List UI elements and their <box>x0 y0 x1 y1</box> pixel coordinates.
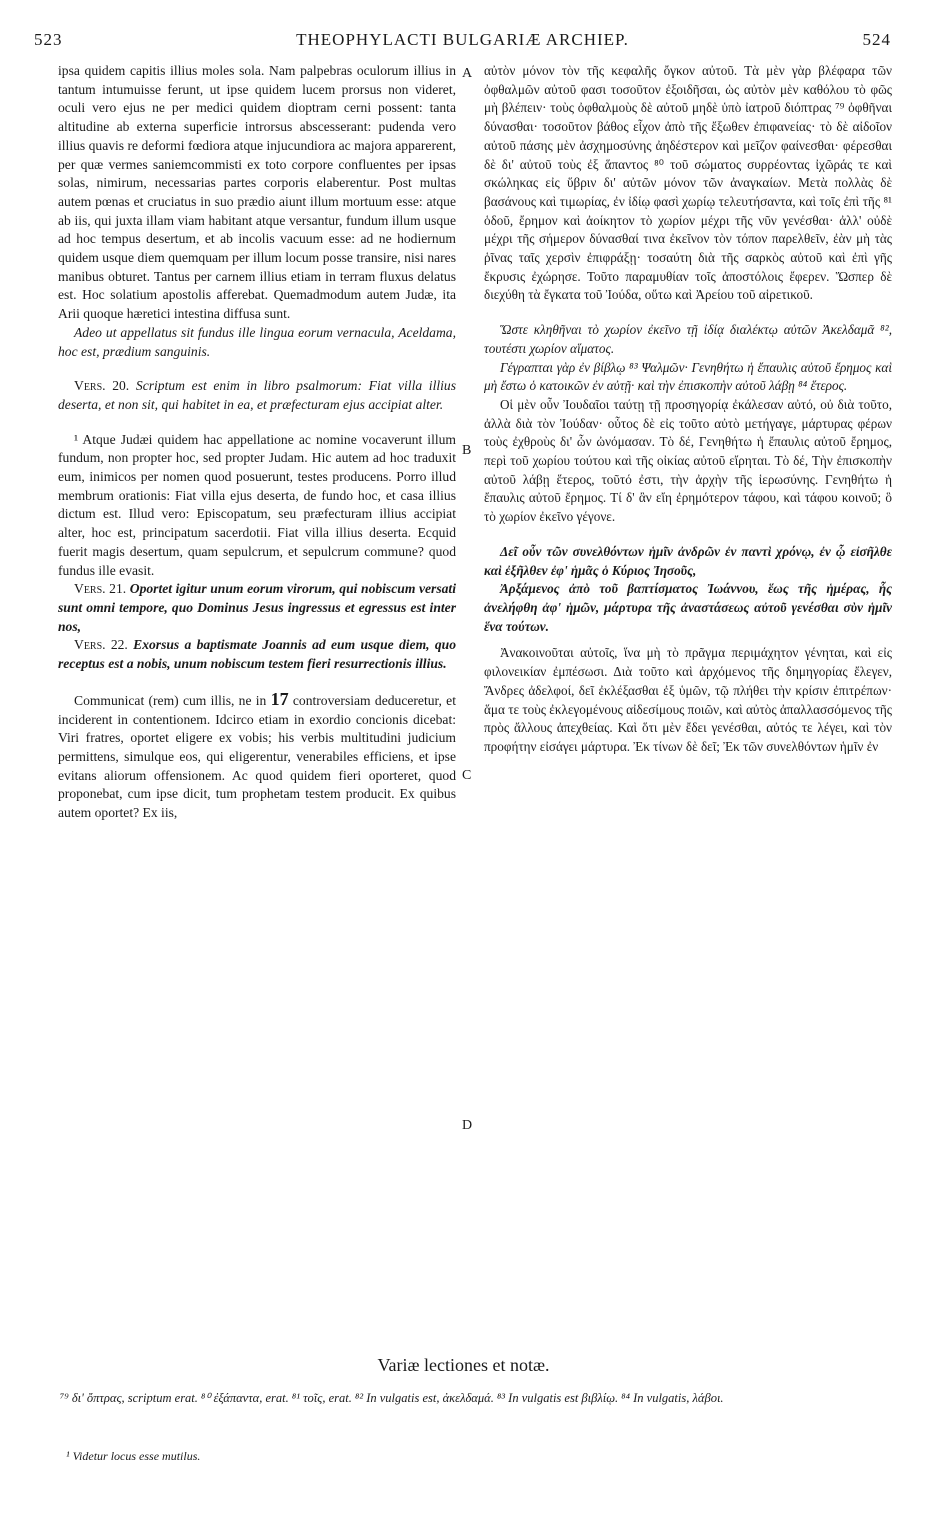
verse-text: Scriptum est enim in libro psalmorum: Fiat villa illius deserta, et non sit, qui habitet in ea, et præfecturam ejus accipiat alter. <box>58 378 456 412</box>
section-marker-b: B <box>462 443 472 458</box>
verse-21 <box>58 580 456 636</box>
latin-paragraph <box>58 690 456 823</box>
section-marker-a: A <box>462 66 473 81</box>
page-header <box>34 30 891 56</box>
latin-paragraph: ipsa quidem capitis illius moles sola. Nam palpebras oculorum illius in tantum intumuisse ferunt, ut ipse quidem lucem prorsus non videret, oculi vero ejus ne per medici quidem dioptram cerni possent: tanta altitudine ab externa superficie introrsus abscesserant: pudenda vero illius quavis re deformi fœdiora atque injucundiora ac majora apparerent, per quæ vermes saniemcommisti ex toto corpore confluentes per ipsas solas, nimirum, necessarias partes corporis elaberentur. Post multas autem pœnas et cruciatus in suo prædio aiunt illum mortuum esse: atque ab iis, qui juxta illam viam habitant atque versantur, fundum illum usque ad hoc tempus desertum, et ab incolis vacuum esse: ad ne hodiernum quidem usque diem quemquam per illum locum posse transire, nisi nares manibus obturet. Tantus per carnem illius etiam in terram fluxus delatus est. Hoc solatium apostolis afferebat. Quemadmodum autem Judæ, ita Arii quoque hæretici intestina diffusa sunt. <box>58 63 456 322</box>
greek-paragraph: Δεῖ οὖν τῶν συνελθόντων ἡμῖν ἀνδρῶν ἐν παντὶ χρόνῳ, ἐν ᾧ εἰσῆλθε καὶ ἐξῆλθεν ἐφ' ἡμᾶς ὁ Κύριος Ἰησοῦς, <box>484 543 892 578</box>
section-marker-c: C <box>462 768 472 783</box>
greek-paragraph: αὐτὸν μόνον τὸν τῆς κεφαλῆς ὄγκον αὐτοῦ. Τὰ μὲν γὰρ βλέφαρα τῶν ὀφθαλμῶν αὐτοῦ φασι τοσοῦτον ἐξοιδῆσαι, ὡς αὐτὸν μὲν καθόλου τὸ φῶς μὴ βλέπειν· τοὺς ὀφθαλμοὺς δὲ αὐτοῦ μηδὲ ὑπὸ ἰατροῦ διόπτρας ⁷⁹ ὀφθῆναι δύνασθαι· τοσοῦτον βάθος εἶχον ἀπὸ τῆς ἔξωθεν ἐπιφανείας· τὸ δὲ αἰδοῖον αὐτοῦ πάσης μὲν ἀσχημοσύνης ἀηδέστερον καὶ μεῖζον φαίνεσθαι· φέρεσθαι δὲ δι' αὐτοῦ τοὺς ἐξ ἅπαντος ⁸⁰ τοῦ σώματος συρρέοντας ἰχῶράς τε καὶ σκώληκας εἰς ὕβριν δι' αὐτῶν μόνον τῶν ἀναγκαίων. Μετὰ πολλὰς δὲ βασάνους καὶ τιμωρίας, ἐν ἰδίῳ φασὶ χωρίῳ τελευτήσαντα, καὶ τοῖς ἐπὶ τῆς ⁸¹ ὁδοῦ, ἔρημον καὶ ἀοίκητον τὸ χωρίον μέχρι τῆς νῦν γενέσθαι· ἀλλ' οὐδὲ μέχρι τῆς σήμερον δύνασθαί τινα ἐκεῖνον τὸν τόπον παρελθεῖν, ἐὰν μὴ τὰς ῥῖνας ταῖς χερσὶν ἐπιφράξῃ· τοσαύτη διὰ τῆς σαρκὸς αὐτοῦ καὶ ἐπὶ γῆς ἔκρυσις ἐχώρησε. Τοῦτο παραμυθίαν τοῖς ἀποστόλοις ἔφερεν. Ὥσπερ δὲ διεχύθη τὰ ἔγκατα τοῦ Ἰούδα, οὕτω καὶ Ἀρείου τοῦ αἱρετικοῦ. <box>484 63 892 303</box>
verse-label: Vers. 20. <box>74 378 130 394</box>
greek-column <box>484 62 892 757</box>
notes-heading: Variæ lectiones et notæ. <box>377 1355 550 1375</box>
greek-paragraph: Ὥστε κληθῆναι τὸ χωρίον ἐκεῖνο τῇ ἰδίᾳ διαλέκτῳ αὐτῶν Ἀκελδαμᾶ ⁸², τουτέστι χωρίον αἵματος. <box>484 322 892 356</box>
section-marker-d: D <box>462 1118 473 1133</box>
verse-label: Vers. 21. <box>74 581 127 597</box>
verse-20 <box>58 377 456 414</box>
verse-text: Oportet igitur unum eorum virorum, qui nobiscum versati sunt omni tempore, quo Dominus Jesus ingressus et egressus est inter nos, <box>58 581 456 634</box>
variant-readings: ⁷⁹ δι' ὄπτρας, scriptum erat. ⁸⁰ ἐξάπαντα, erat. ⁸¹ τοῖς, erat. ⁸² In vulgatis est, ἀκελδαμά. ⁸³ In vulgatis est βιβλίῳ. ⁸⁴ In vulgatis, λάβοι. <box>60 1391 724 1405</box>
running-title: THEOPHYLACTI BULGARIÆ ARCHIEP. <box>296 30 629 49</box>
greek-paragraph: Οἱ μὲν οὖν Ἰουδαῖοι ταύτῃ τῇ προσηγορίᾳ ἐκάλεσαν αὐτό, οὐ διὰ τοῦτο, ἀλλὰ διὰ τὸν Ἰούδαν· οὗτος δὲ εἰς τοῦτο αὐτὸ μετήγαγε, μάρτυρας φέρων τοὺς ἐχθροὺς δι' ὧν ὠνόμασαν. Τὸ δέ, Γενηθήτω ἡ ἔπαυλις αὐτοῦ ἔρημος, περὶ τοῦ χωρίου τούτου καὶ τῆς οἰκίας αὐτοῦ εἴρηται. Τὸ δέ, Τὴν ἐπισκοπὴν αὐτοῦ λάβῃ ἕτερος, τοῦτό ἐστι, τὴν ἀρχὴν τῆς ἱερωσύνης. Γενηθήτω ἡ ἔπαυλις αὐτοῦ ἔρημος. Τί δ' ἂν εἴη ἐρημότερον τάφου, καὶ τάφου κοινοῦ; ὃ τὸ χωρίον ἐκεῖνο γέγονε. <box>484 396 892 525</box>
text-run: Communicat (rem) cum illis, ne in <box>74 692 271 708</box>
greek-paragraph: Ἀνακοινοῦται αὐτοῖς, ἵνα μὴ τὸ πρᾶγμα περιμάχητον γένηται, καὶ εἰς φιλονεικίαν ἐμπέσωσι. Διὰ τοῦτο καὶ ἀρχόμενος τῆς δημηγορίας ἔλεγεν, Ἄνδρες ἀδελφοί, δεῖ ἐκλέξασθαι ἐξ ὑμῶν, τῷ πλήθει τὴν κρίσιν ἐπιτρέπων· ἅμα τε τοὺς ἐκλεγομένους αἰδεσίμους ποιῶν, καὶ αὐτὸς ἀπαλλασσόμενος τῆς πρὸς ἄλλους ἀπεχθείας. Καὶ ὅτι μὲν ἔδει γενέσθαι, αὐτός τε λέγει, καὶ τὸν προφήτην εἰσάγει μάρτυρα. Ἐκ τίνων δὲ δεῖ; Ἐκ τῶν συνελθόντων ἡμῖν ἐν <box>484 645 892 754</box>
verse-text: Exorsus a baptismate Joannis ad eum usque diem, quo receptus est a nobis, unum nobiscum testem fieri resurrectionis illius. <box>58 637 456 672</box>
greek-paragraph: Γέγραπται γὰρ ἐν βίβλῳ ⁸³ Ψαλμῶν· Γενηθήτω ἡ ἔπαυλις αὐτοῦ ἔρημος καὶ μὴ ἔστω ὁ κατοικῶν ἐν αὐτῇ· καὶ τὴν ἐπισκοπὴν αὐτοῦ λάβῃ ⁸⁴ ἕτερος. <box>484 359 892 394</box>
greek-paragraph: Ἀρξάμενος ἀπὸ τοῦ βαπτίσματος Ἰωάννου, ἕως τῆς ἡμέρας, ἧς ἀνελήφθη ἀφ' ἡμῶν, μάρτυρα τῆς ἀναστάσεως αὐτοῦ γενέσθαι σὺν ἡμῖν ἕνα τούτων. <box>484 581 892 634</box>
text-run: controversiam deduceretur, et inciderent in contentionem. Idcirco etiam in exordio concionis dicebat: Viri fratres, oportet eligere ex vobis; his verbis multitudini judicium permittens, simulque eos, qui eligerentur, venerabiles efficiens, et ipse evitans aliorum offensionem. Ac quod quidem fieri oporteret, quod proponebat, cum ipse dicit, tum prophetam testem producit. Ex quibus autem oportet? Ex iis, <box>58 692 456 821</box>
latin-paragraph: Adeo ut appellatus sit fundus ille lingua eorum vernacula, Aceldama, hoc est, prædium sanguinis. <box>58 324 456 359</box>
page-number-left: 523 <box>34 30 63 49</box>
footnote: ¹ Videtur locus esse mutilus. <box>66 1449 201 1463</box>
page-number-right: 524 <box>862 30 891 49</box>
column-number: 17 <box>270 688 289 709</box>
latin-column <box>58 62 456 823</box>
latin-paragraph: ¹ Atque Judæi quidem hac appellatione ac nomine vocaverunt illum fundum, non propter hoc, sed propter Judam. Hic autem ad hoc traduxit eum, inimicos per nomen quod posuerunt, testes producens. Porro illud membrum orationis: Fiat villa ejus deserta, de fundo hoc, et casa illius dictum est. Illud vero: Episcopatum, seu præfecturam illius accipiat alter, hoc est, principatum sacerdotii. Fiat villa illius deserta. Ecquid fuerit magis desertum, quam sepulcrum, et sepulcrum commune? quod fundus ille evasit. <box>58 431 456 578</box>
verse-22 <box>58 636 456 673</box>
verse-label: Vers. 22. <box>74 637 128 653</box>
